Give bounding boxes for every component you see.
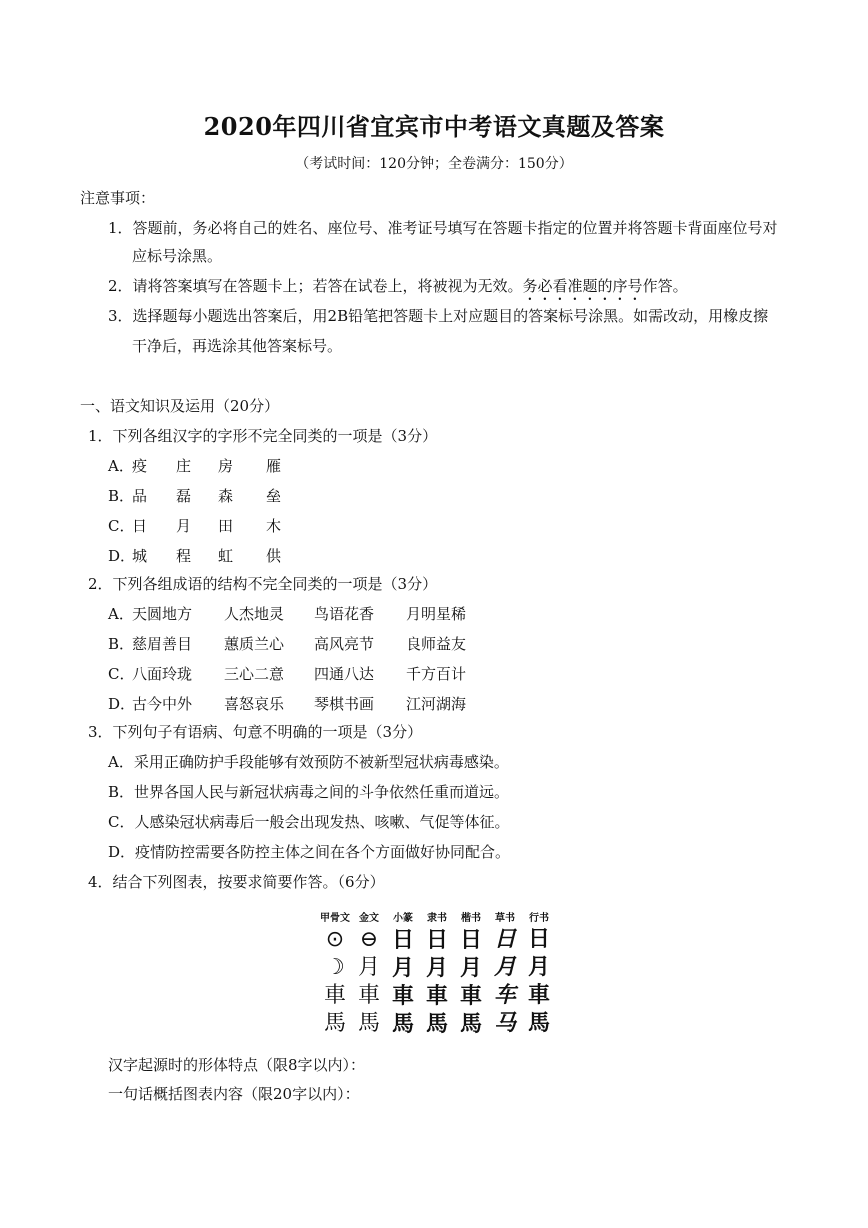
script-glyph: 月 — [425, 955, 448, 981]
question-3-option-b: B．世界各国人民与新冠状病毒之间的斗争依然任重而道远。 — [108, 783, 510, 801]
script-glyph: 月 — [493, 955, 516, 980]
script-style-header: 行书 — [529, 913, 549, 924]
question-1-option-a — [108, 456, 608, 476]
notice-item-1-cont: 应标号涂黑。 — [132, 247, 223, 265]
option-item: 雁 — [266, 457, 282, 475]
script-glyph: 馬 — [527, 1011, 550, 1036]
option-item: 庄 — [176, 457, 192, 475]
option-item: 虹 — [218, 547, 234, 565]
option-item: 日 — [132, 517, 148, 535]
script-glyph: 月 — [357, 955, 380, 980]
option-label: A． — [108, 605, 134, 623]
option-label: C． — [108, 517, 135, 535]
question-4-prompt-1: 汉字起源时的形体特点（限8字以内）： — [108, 1056, 366, 1074]
script-glyph: 馬 — [391, 1011, 414, 1036]
script-glyph: 马 — [493, 1011, 516, 1036]
script-glyph: 月 — [391, 955, 414, 980]
option-item: 程 — [176, 547, 192, 565]
option-item: 蕙质兰心 — [224, 635, 285, 653]
question-3-option-c: C．人感染冠状病毒后一般会出现发热、咳嗽、气促等体征。 — [108, 813, 510, 831]
option-item: 三心二意 — [224, 665, 285, 683]
notice-item-3: 3．选择题每小题选出答案后，用2B铅笔把答题卡上对应题目的答案标号涂黑。如需改动，用橡皮擦 — [108, 307, 769, 325]
page-title: 2020年四川省宜宾市中考语文真题及答案 — [203, 112, 665, 141]
option-item: 良师益友 — [406, 635, 467, 653]
option-item: 天圆地方 — [132, 605, 193, 623]
script-glyph: ⊙ — [325, 927, 345, 952]
option-label: A． — [108, 457, 134, 475]
script-glyph: 日 — [391, 927, 414, 952]
script-glyph: 馬 — [357, 1011, 380, 1036]
script-glyph: 月 — [527, 955, 550, 980]
question-4-prompt-2: 一句话概括图表内容（限20字以内）： — [108, 1085, 360, 1103]
option-item: 江河湖海 — [406, 695, 467, 713]
option-item: 琴棋书画 — [314, 695, 375, 713]
script-style-header: 楷书 — [461, 913, 481, 924]
script-glyph: 馬 — [323, 1011, 346, 1036]
option-item: 高风亮节 — [314, 635, 375, 653]
option-label: B． — [108, 487, 135, 505]
option-label: B． — [108, 635, 135, 653]
script-glyph: 月 — [459, 955, 482, 980]
script-glyph: 車 — [527, 983, 550, 1008]
question-1-option-c — [108, 516, 608, 536]
question-1-option-d — [108, 546, 608, 566]
script-evolution-chart — [318, 909, 554, 1037]
option-item: 月明星稀 — [406, 605, 467, 623]
notice-item-3-cont: 干净后，再选涂其他答案标号。 — [132, 337, 343, 355]
question-3-stem: 3．下列句子有语病、句意不明确的一项是（3分） — [88, 723, 423, 741]
notice-item-2 — [108, 276, 688, 304]
script-glyph: 車 — [357, 983, 380, 1008]
option-item: 人杰地灵 — [224, 605, 285, 623]
option-item: 喜怒哀乐 — [224, 695, 285, 713]
option-item: 四通八达 — [314, 665, 375, 683]
script-style-header: 金文 — [359, 913, 379, 924]
script-glyph: 日 — [527, 927, 550, 952]
script-glyph: 车 — [493, 983, 516, 1008]
option-item: 供 — [266, 547, 282, 565]
question-2-stem: 2．下列各组成语的结构不完全同类的一项是（3分） — [88, 575, 438, 593]
script-glyph: ⊖ — [359, 927, 379, 952]
option-item: 千方百计 — [406, 665, 467, 683]
option-label: D． — [108, 695, 136, 713]
script-glyph: 車 — [323, 983, 346, 1008]
option-item: 磊 — [176, 487, 192, 505]
emphasized-text: 务必看准题的序号 — [522, 277, 643, 295]
option-label: D． — [108, 547, 136, 565]
script-glyph: 馬 — [425, 1011, 448, 1037]
script-glyph: 車 — [391, 983, 414, 1008]
option-item: 房 — [218, 457, 234, 475]
section-heading: 一、语文知识及运用（20分） — [80, 397, 280, 415]
question-3-option-d: D．疫情防控需要各防控主体之间在各个方面做好协同配合。 — [108, 843, 511, 861]
option-item: 鸟语花香 — [314, 605, 375, 623]
script-glyph: 日 — [459, 927, 482, 952]
script-style-header: 隶书 — [427, 913, 447, 924]
option-item: 城 — [132, 547, 148, 565]
notice-item-2-end: 作答。 — [642, 277, 688, 295]
option-item: 月 — [176, 517, 192, 535]
notice-item-1: 1．答题前，务必将自己的姓名、座位号、准考证号填写在答题卡指定的位置并将答题卡背面座位号对 — [108, 219, 778, 237]
script-glyph: ☽ — [325, 955, 345, 980]
option-item: 古今中外 — [132, 695, 193, 713]
option-item: 垒 — [266, 487, 282, 505]
notice-heading: 注意事项： — [80, 189, 156, 207]
option-item: 慈眉善目 — [132, 635, 193, 653]
script-glyph: 馬 — [459, 1011, 482, 1036]
question-2-option-b — [108, 634, 608, 654]
option-item: 木 — [266, 517, 282, 535]
script-style-header: 草书 — [495, 913, 515, 924]
option-item: 疫 — [132, 457, 148, 475]
script-glyph: 日 — [425, 927, 448, 953]
exam-info: （考试时间：120分钟；全卷满分：150分） — [295, 156, 573, 172]
script-style-header: 甲骨文 — [320, 913, 350, 924]
question-4-stem: 4．结合下列图表，按要求简要作答。（6分） — [88, 873, 385, 891]
notice-item-2-text: 2．请将答案填写在答题卡上；若答在试卷上，将被视为无效。 — [108, 277, 523, 295]
question-3-option-a: A．采用正确防护手段能够有效预防不被新型冠状病毒感染。 — [108, 753, 509, 771]
script-glyph: 車 — [459, 983, 482, 1008]
script-glyph: 日 — [493, 927, 516, 952]
option-item: 八面玲珑 — [132, 665, 193, 683]
question-1-stem: 1．下列各组汉字的字形不完全同类的一项是（3分） — [88, 427, 438, 445]
script-glyph: 車 — [425, 983, 448, 1009]
option-item: 田 — [218, 517, 234, 535]
option-item: 品 — [132, 487, 148, 505]
option-label: C． — [108, 665, 135, 683]
question-2-option-c — [108, 664, 608, 684]
option-item: 森 — [218, 487, 234, 505]
script-style-header: 小篆 — [393, 913, 413, 924]
question-1-option-b — [108, 486, 608, 506]
question-2-option-a — [108, 604, 608, 624]
question-2-option-d — [108, 694, 608, 714]
